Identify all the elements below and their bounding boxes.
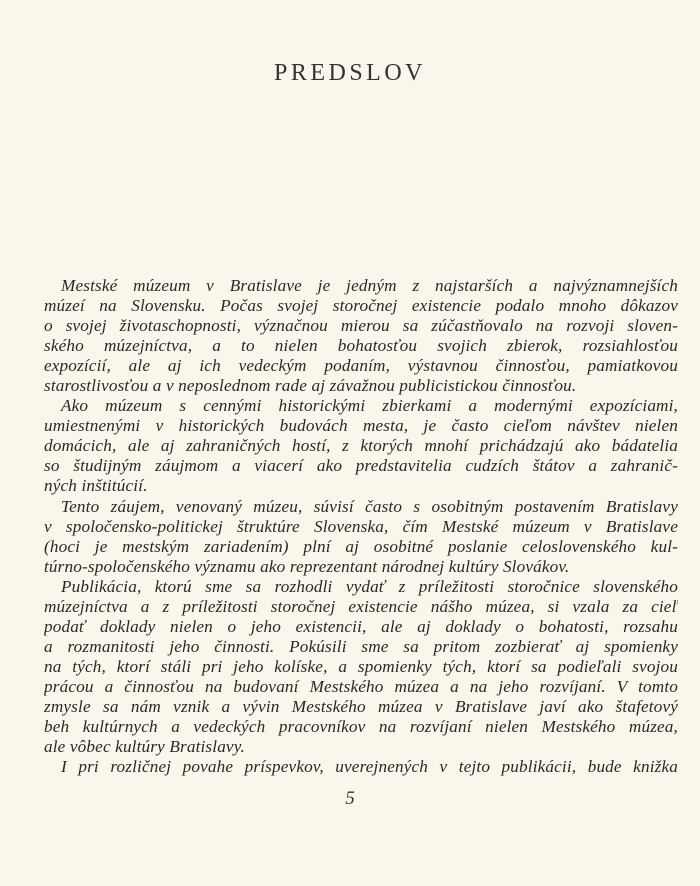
text-line: ných inštitúcií. — [44, 476, 148, 496]
text-line: a rozmanitosti jeho činnosti. Pokúsili sme sa pritom zozbierať aj spomienky — [44, 636, 678, 656]
paragraph — [44, 577, 678, 757]
text-line: beh kultúrnych a vedeckých pracovníkov na rozvíjaní nielen Mestského múzea, — [44, 717, 678, 737]
text-line: so študijným záujmom a viacerí ako predstavitelia cudzích štátov a zahranič- — [44, 456, 678, 476]
text-line: (hoci je mestským zariadením) plní aj osobitné poslanie celoslovenského kul- — [44, 536, 678, 556]
text-line: prácou a činnosťou na budovaní Mestského múzea a na jeho rozvíjaní. V tomto — [44, 676, 678, 696]
text-line: expozícií, ale aj ich vedeckým podaním, výstavnou činnosťou, pamiatkovou — [44, 356, 678, 376]
text-line: umiestnenými v historických budovách mesta, je často cieľom návštev nielen — [44, 416, 678, 436]
text-line: múzeí na Slovensku. Počas svojej storočnej existencie podalo mnoho dôkazov — [44, 296, 678, 316]
text-line: starostlivosťou a v neposlednom rade aj závažnou publicistickou činnosťou. — [44, 376, 577, 396]
paragraph — [44, 497, 678, 577]
text-line: Publikácia, ktorú sme sa rozhodli vydať z príležitosti storočnice slovenského — [61, 576, 678, 596]
text-line: túrno-spoločenského významu ako reprezentant národnej kultúry Slovákov. — [44, 556, 570, 576]
page-number: 5 — [345, 788, 355, 809]
text-line: Tento záujem, venovaný múzeu, súvisí často s osobitným postavením Bratislavy — [61, 496, 678, 516]
text-line: podať doklady nielen o jeho existencii, ale aj doklady o bohatosti, rozsahu — [44, 616, 678, 636]
text-line: v spoločensko-politickej štruktúre Slovenska, čím Mestské múzeum v Bratislave — [44, 516, 678, 536]
text-line: Ako múzeum s cennými historickými zbierkami a modernými expozíciami, — [61, 396, 678, 416]
paragraph — [44, 276, 678, 396]
text-line: zmysle sa nám vznik a vývin Mestského múzea v Bratislave javí ako štafetový — [44, 696, 678, 716]
text-line: Mestské múzeum v Bratislave je jedným z najstarších a najvýznamnejších — [61, 276, 678, 295]
paragraph — [44, 396, 678, 496]
text-line: ale vôbec kultúry Bratislavy. — [44, 737, 245, 757]
text-line: ského múzejníctva, a to nielen bohatosťou svojich zbierok, rozsiahlosťou — [44, 336, 678, 356]
text-line: domácich, ale aj zahraničných hostí, z ktorých mnohí prichádzajú ako bádatelia — [44, 436, 678, 456]
text-line: I pri rozličnej povahe príspevkov, uverejnených v tejto publikácii, bude knižka — [61, 757, 678, 777]
text-line: na tých, ktorí stáli pri jeho kolíske, a spomienky tých, ktorí sa podieľali svojou — [44, 656, 678, 676]
text-line: múzejníctva a z príležitosti storočnej existencie nášho múzea, si vzala za cieľ — [44, 596, 678, 616]
text-line: o svojej životaschopnosti, význačnou mierou sa zúčastňovalo na rozvoji sloven- — [44, 316, 678, 336]
paragraph — [44, 757, 678, 777]
preface-body — [44, 276, 678, 777]
page-title: PREDSLOV — [273, 60, 427, 86]
